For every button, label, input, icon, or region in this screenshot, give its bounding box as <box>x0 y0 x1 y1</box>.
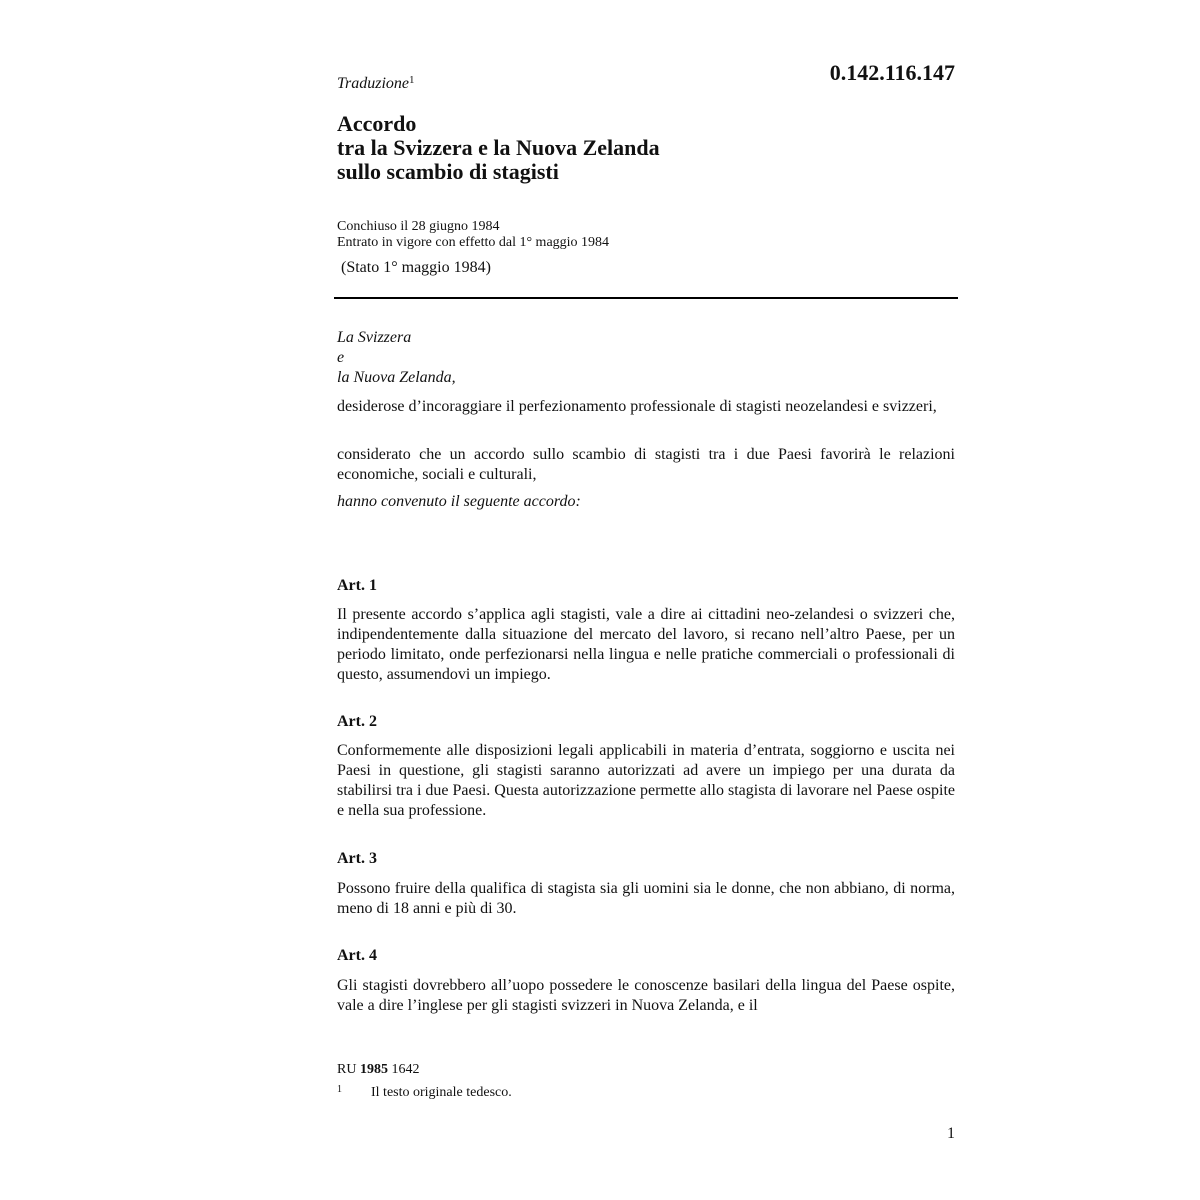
title-line-2: tra la Svizzera e la Nuova Zelanda <box>337 135 660 160</box>
article-2-heading: Art. 2 <box>337 713 377 730</box>
translation-label-text: Traduzione <box>337 75 410 92</box>
preamble-paragraph-2: considerato che un accordo sullo scambio di stagisti tra i due Paesi favorirà le relazioni economiche, sociali e culturali, <box>337 446 955 483</box>
article-2-text: Conformemente alle disposizioni legali applicabili in materia d’entrata, soggiorno e uscita nei Paesi in questione, gli stagisti saranno autorizzati ad avere un impiego per una durata da stabilirsi tra i due Paesi. Questa autorizzazione permette allo stagista di lavorare nel Paese ospite e nella sua professione. <box>337 742 956 819</box>
concluded-date: Conchiuso il 28 giugno 1984 <box>337 219 500 234</box>
entry-into-force: Entrato in vigore con effetto dal 1° maggio 1984 <box>337 235 610 250</box>
article-4-text: Gli stagisti dovrebbero all’uopo possedere le conoscenze basilari della lingua del Paese ospite, vale a dire l’inglese per gli stagisti svizzeri in Nuova Zelanda, e il <box>337 977 955 1014</box>
article-1-text: Il presente accordo s’applica agli stagisti, vale a dire ai cittadini neo-zelandesi o svizzeri che, indipendentemente dalla situazione del mercato del lavoro, si recano nell’altro Paese, per un periodo limitato, onde perfezionarsi nella lingua e nelle pratiche commerciali o professionali di questo, assumendovi un impiego. <box>337 606 955 683</box>
official-collection-ref <box>337 1060 512 1080</box>
title-line-3: sullo scambio di stagisti <box>337 159 559 184</box>
footnote <box>337 1080 512 1103</box>
party-new-zealand: la Nuova Zelanda, <box>337 369 456 386</box>
article-4-heading: Art. 4 <box>337 947 377 964</box>
doc-number: 0.142.116.147 <box>829 60 955 85</box>
ru-prefix: RU <box>337 1062 357 1077</box>
footnote-area <box>337 1060 512 1103</box>
preamble-paragraph-1: desiderose d’incoraggiare il perfezionamento professionale di stagisti neozelandesi e svizzeri, <box>337 398 937 415</box>
document-title <box>337 112 660 184</box>
article-3-text: Possono fruire della qualifica di stagista sia gli uomini sia le donne, che non abbiano, di norma, meno di 18 anni e più di 30. <box>337 880 955 917</box>
article-3-heading: Art. 3 <box>337 850 377 867</box>
title-line-1: Accordo <box>337 111 417 136</box>
status-date: (Stato 1° maggio 1984) <box>341 259 491 276</box>
header-divider <box>334 297 958 299</box>
translation-label <box>337 75 415 93</box>
preamble-closing: hanno convenuto il seguente accordo: <box>337 493 581 510</box>
footnote-number: 1 <box>337 1084 342 1095</box>
ru-year: 1985 <box>359 1062 388 1077</box>
footnote-ref: 1 <box>409 74 415 86</box>
ru-page: 1642 <box>391 1062 420 1077</box>
page-number: 1 <box>947 1125 955 1142</box>
article-1-heading: Art. 1 <box>337 577 377 594</box>
party-switzerland: La Svizzera <box>337 329 412 346</box>
party-conjunction: e <box>337 349 345 366</box>
footnote-text: Il testo originale tedesco. <box>371 1085 512 1100</box>
